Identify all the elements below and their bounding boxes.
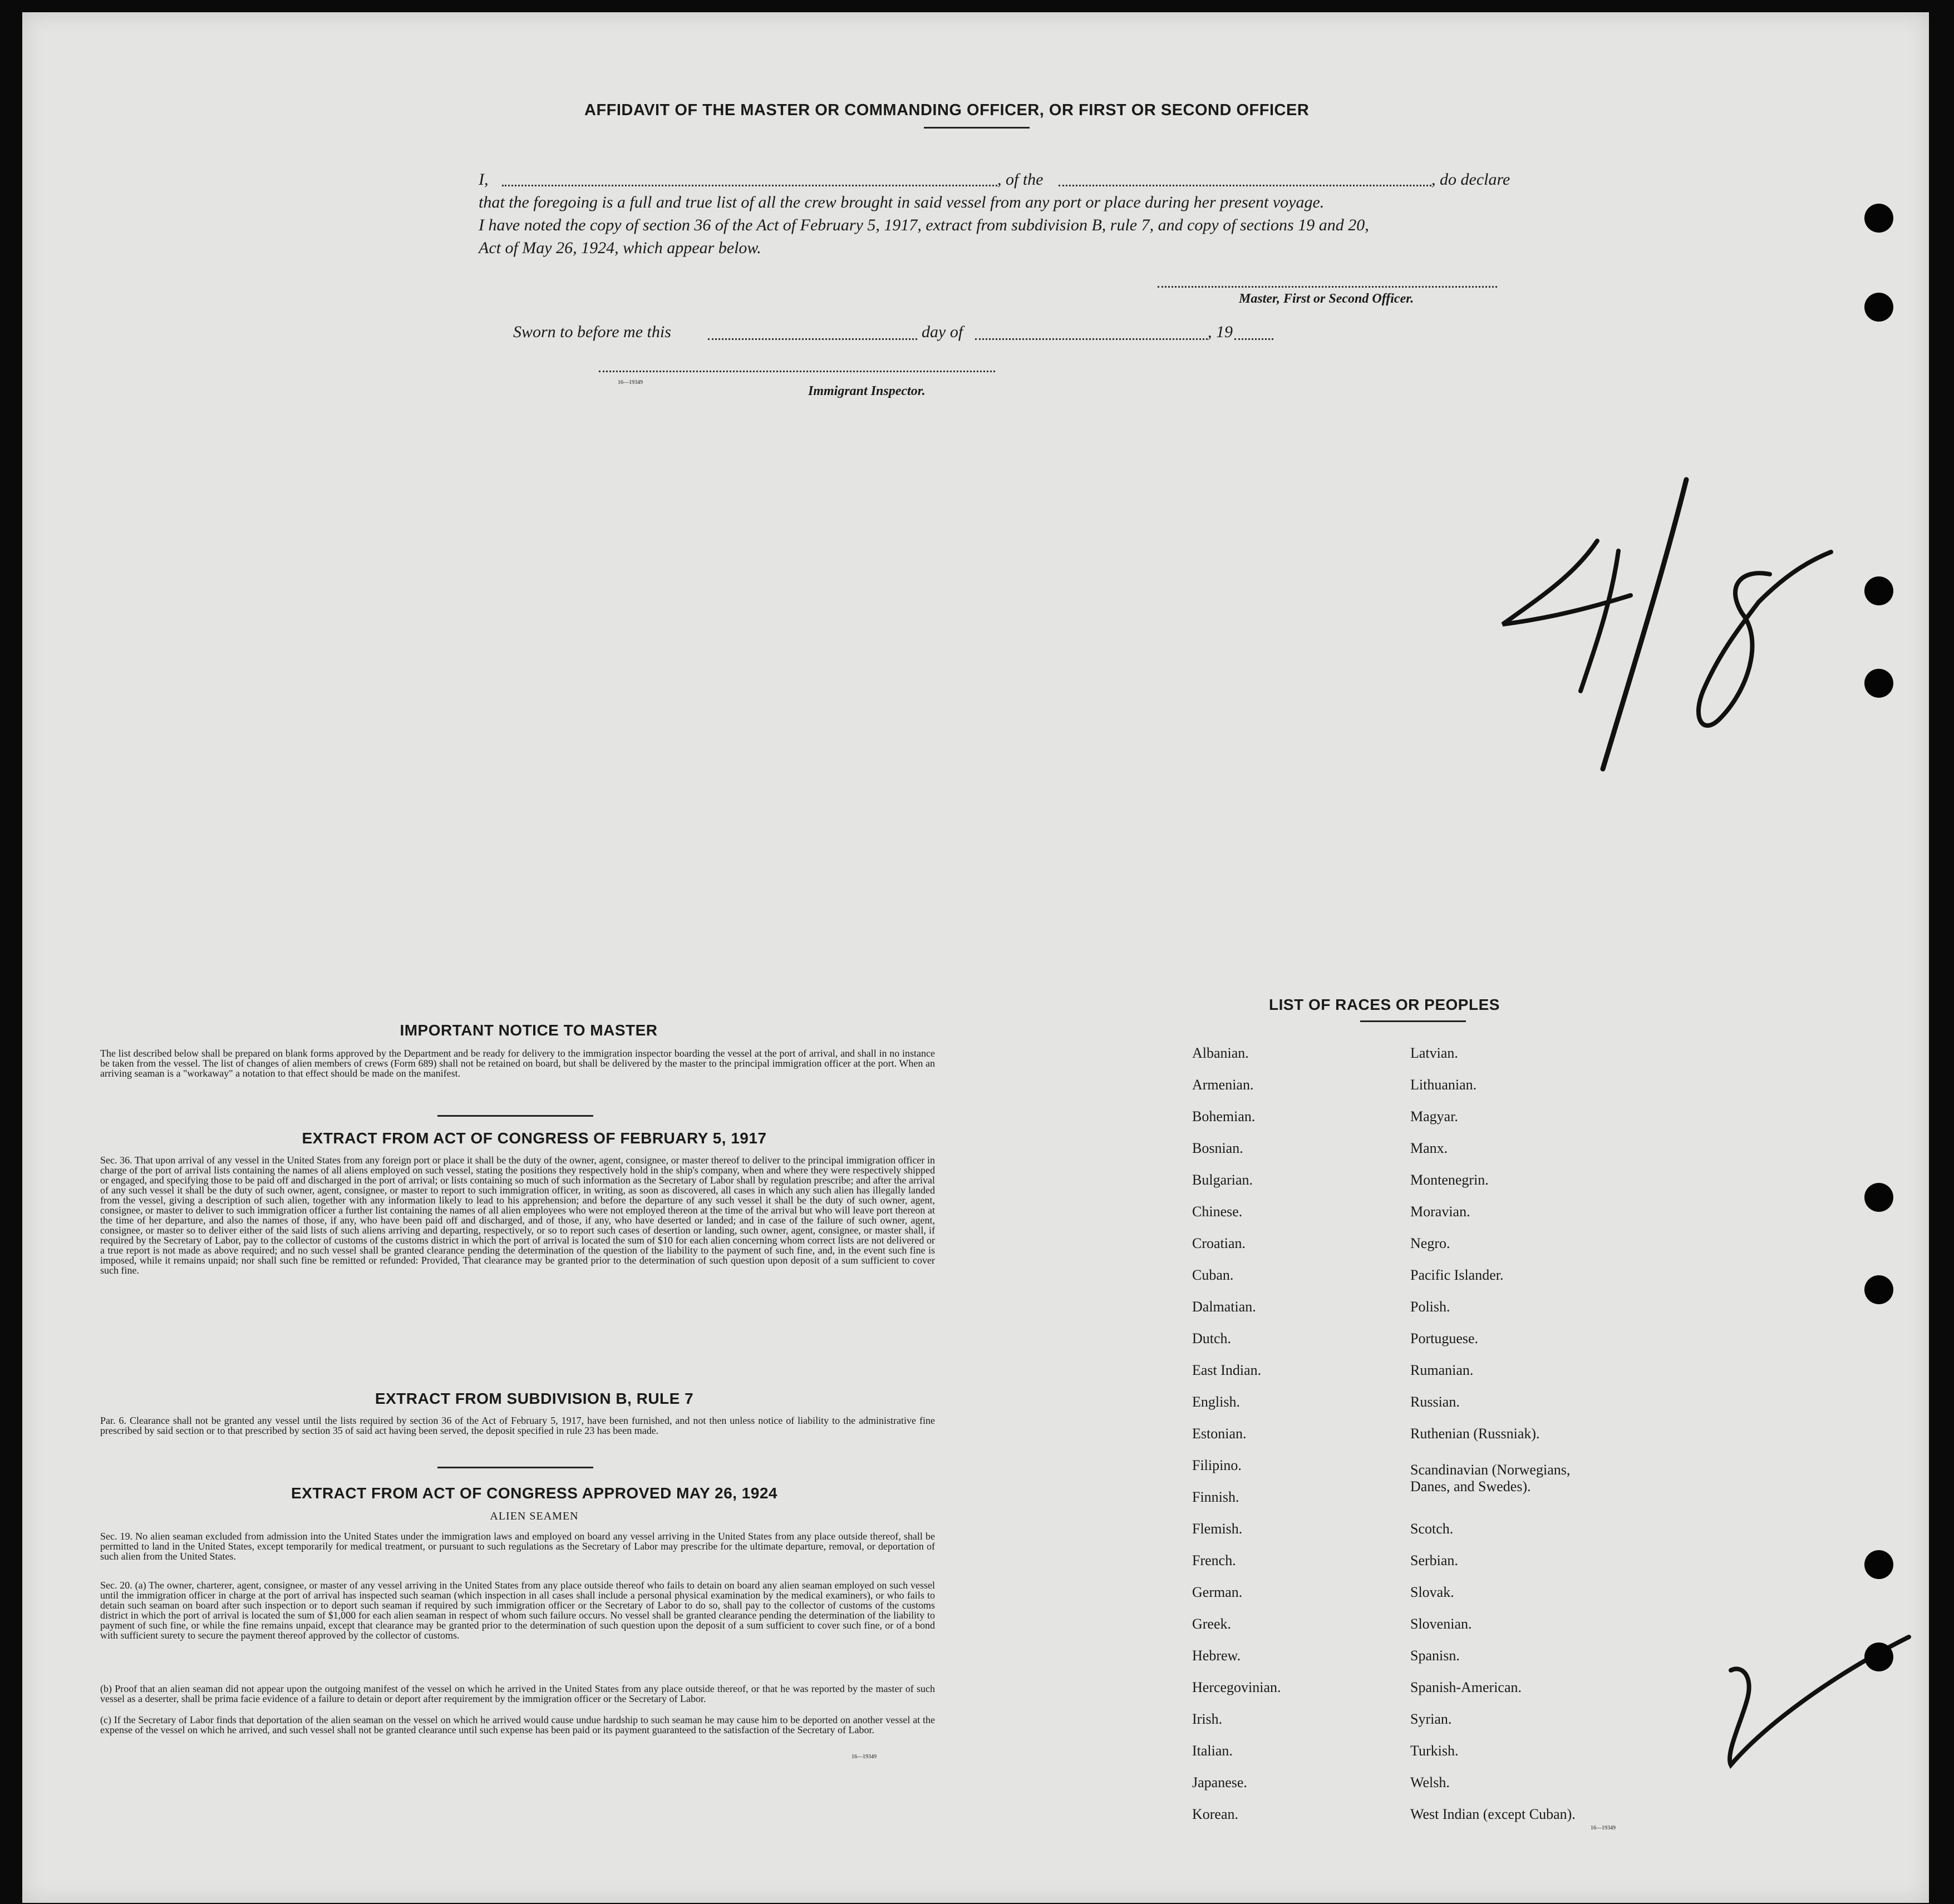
race-item: Latvian. <box>1410 1045 1458 1061</box>
race-item: Greek. <box>1192 1616 1232 1632</box>
affidavit-line-2: that the foregoing is a full and true list of all the crew brought in said vessel from any port or place during her present voyage. <box>479 193 1325 211</box>
race-item: Manx. <box>1410 1140 1448 1156</box>
form-number: 16—19349 <box>852 1754 877 1760</box>
race-item: Negro. <box>1410 1235 1450 1251</box>
affidavit-line-4: Act of May 26, 1924, which appear below. <box>479 239 761 257</box>
race-item: Ruthenian (Russniak). <box>1410 1425 1540 1442</box>
sec-20c-text: (c) If the Secretary of Labor finds that deportation of the alien seaman on the vessel on which he arrived would cause undue hardship to such seaman he may cause him to be deported on another vessel at the expense of the vessel on which he arrived, and such vessel shall not be granted clearance until such expense has been paid or its payment guaranteed to the satisfaction of the Secretary of Labor. <box>100 1714 935 1735</box>
race-item: Welsh. <box>1410 1774 1450 1790</box>
inspector-signature-line[interactable] <box>599 368 995 372</box>
race-item: Serbian. <box>1410 1552 1458 1568</box>
divider <box>437 1115 593 1117</box>
race-item: Irish. <box>1192 1711 1223 1727</box>
race-item: Albanian. <box>1192 1045 1249 1061</box>
race-item: West Indian (except Cuban). <box>1410 1806 1576 1822</box>
punch-hole <box>1864 576 1893 605</box>
race-item: Bosnian. <box>1192 1140 1243 1156</box>
extract-1917-title: EXTRACT FROM ACT OF CONGRESS OF FEBRUARY 5, 1917 <box>302 1129 767 1147</box>
day-of-label: day of <box>922 323 963 341</box>
race-item: French. <box>1192 1552 1236 1568</box>
sec-20b-text: (b) Proof that an alien seaman did not appear upon the outgoing manifest of the vessel on which he arrived in the United States from any place outside thereof, or that he was reported by the master of such vessel as a deserter, shall be prima facie evidence of a failure to detain or deport after requirement by the immigration officer or the Secretary of Labor. <box>100 1683 935 1704</box>
notice-title: IMPORTANT NOTICE TO MASTER <box>400 1022 658 1039</box>
race-item: Scandinavian (Norwegians, Danes, and Swedes). <box>1410 1462 1571 1494</box>
do-declare-label: , do declare <box>1431 170 1510 189</box>
affidavit-i-label: I, <box>479 170 489 189</box>
race-item: Hercegovinian. <box>1192 1679 1281 1695</box>
race-item: Bulgarian. <box>1192 1172 1253 1188</box>
race-item: Finnish. <box>1192 1489 1239 1505</box>
race-item: Scotch. <box>1410 1521 1454 1537</box>
race-item: Montenegrin. <box>1410 1172 1489 1188</box>
races-title: LIST OF RACES OR PEOPLES <box>1269 996 1500 1013</box>
race-item: English. <box>1192 1394 1240 1410</box>
race-item: Spanisn. <box>1410 1647 1460 1664</box>
punch-hole <box>1864 669 1893 698</box>
extract-1924-subtitle: ALIEN SEAMEN <box>490 1510 579 1522</box>
race-item: East Indian. <box>1192 1362 1262 1378</box>
race-item: Hebrew. <box>1192 1647 1241 1664</box>
race-item: Korean. <box>1192 1806 1239 1822</box>
divider <box>437 1467 593 1468</box>
punch-hole <box>1864 293 1893 322</box>
race-item: Dalmatian. <box>1192 1299 1256 1315</box>
form-number: 16—19349 <box>618 379 643 386</box>
race-item: Pacific Islander. <box>1410 1267 1504 1283</box>
inspector-label: Immigrant Inspector. <box>808 384 926 398</box>
race-item: Moravian. <box>1410 1203 1470 1220</box>
master-label: Master, First or Second Officer. <box>1239 292 1414 306</box>
race-item: Rumanian. <box>1410 1362 1474 1378</box>
race-item: Lithuanian. <box>1410 1077 1477 1093</box>
extract-rule7-title: EXTRACT FROM SUBDIVISION B, RULE 7 <box>375 1390 694 1407</box>
vessel-blank[interactable] <box>1059 170 1431 186</box>
punch-hole <box>1864 204 1893 233</box>
race-item: Filipino. <box>1192 1457 1242 1473</box>
race-item: Croatian. <box>1192 1235 1246 1251</box>
race-item: Portuguese. <box>1410 1330 1479 1346</box>
races-title-underline <box>1360 1020 1466 1022</box>
sworn-label: Sworn to before me this <box>513 323 671 341</box>
day-blank[interactable] <box>708 324 917 340</box>
affidavit-title: AFFIDAVIT OF THE MASTER OR COMMANDING OFFICER, OR FIRST OR SECOND OFFICER <box>584 101 1310 119</box>
handwritten-checkmark <box>1709 1626 1931 1776</box>
extract-1917-body: Sec. 36. That upon arrival of any vessel in the United States from any foreign port or place it shall be the duty of the owner, agent, consignee, or master thereof to deliver to the principal immigration officer in charge of the port of arrival lists containing the names of all aliens employed on such vessel, stating the positions they respectively hold in the ship's company, when and where they were respectively shipped or engaged, and specifying those to be paid off and discharged in the port of arrival; or lists containing so much of such information as the Secretary of Labor shall by regulation prescribe; and after the arrival of any such vessel it shall be the duty of such owner, agent, consignee, or master to report to such immigration officer, in writing, as soon as discovered, all cases in which any such alien has illegally landed from the vessel, giving a description of such alien, together with any information likely to lead to his apprehension; and before the departure of any such vessel it shall be the duty of such owner, agent, consignee, or master to deliver to such immigration officer a further list containing the names of all alien employees who were not employed thereon at the time of the arrival but who will leave port thereon at the time of her departure, and also the names of those, if any, who have been paid off and discharged, and of those, if any, who have deserted or landed; and in case of the failure of such owner, agent, consignee, or master so to deliver either of the said lists of such aliens arriving and departing, respectively, or so to report such cases of desertion or landing, such owner, agent, consignee, or master shall, if required by the Secretary of Labor, pay to the collector of customs of the customs district in which the port of arrival is located the sum of $10 for each alien concerning whom correct lists are not delivered or a true report is not made as above required; and no such vessel shall be granted clearance pending the determination of the question of the liability to the payment of such fine, and, in the event such fine is imposed, while it remains unpaid; nor shall such fine be remitted or refunded: Provided, That clearance may be granted prior to the determination of such question upon deposit of a sum sufficient to cover such fine. <box>100 1155 935 1276</box>
race-item: Japanese. <box>1192 1774 1247 1790</box>
punch-hole <box>1864 1550 1893 1579</box>
handwritten-number <box>1480 457 1870 775</box>
race-item: Cuban. <box>1192 1267 1234 1283</box>
name-blank[interactable] <box>502 170 997 186</box>
sec-19-text: Sec. 19. No alien seaman excluded from admission into the United States under the immigration laws and employed on board any vessel arriving in the United States from any place outside thereof, shall be permitted to land in the United States, except temporarily for medical treatment, or pursuant to such regulations as the Secretary of Labor may prescribe for the ultimate departure, removal, or deportation of such alien from the United States. <box>100 1531 935 1562</box>
race-item: Spanish-American. <box>1410 1679 1522 1695</box>
race-item: Slovak. <box>1410 1584 1454 1600</box>
sec-20a-text: Sec. 20. (a) The owner, charterer, agent, consignee, or master of any vessel arriving in the United States from any place outside thereof who fails to detain on board any alien seaman employed on such vessel until the immigration officer in charge at the port of arrival has inspected such seaman (which inspection in all cases shall include a personal physical examination by the medical examiners), or who fails to detain such seaman on board after such inspection or to deport such seaman if required by such immigration officer or the Secretary of Labor to do so, shall pay to the collector of customs of the customs district in which the port of arrival is located the sum of $1,000 for each alien seaman in respect of whom such failure occurs. No vessel shall be granted clearance pending the determination of the liability to payment of such fine, or while the fine remains unpaid, except that clearance may be granted prior to the determination of such question upon the deposit of a sum sufficient to cover such fine, or of a bond with sufficient surety to secure the payment thereof approved by the collector of customs. <box>100 1580 935 1641</box>
race-item: Chinese. <box>1192 1203 1243 1220</box>
master-signature-line[interactable] <box>1158 284 1497 288</box>
race-item: Syrian. <box>1410 1711 1452 1727</box>
race-item: Bohemian. <box>1192 1108 1256 1124</box>
affidavit-line-3: I have noted the copy of section 36 of the Act of February 5, 1917, extract from subdivision B, rule 7, and copy of sections 19 and 20, <box>479 216 1369 234</box>
punch-hole <box>1864 1275 1893 1304</box>
of-the-label: , of the <box>997 170 1044 189</box>
race-item: Italian. <box>1192 1743 1233 1759</box>
extract-1924-title: EXTRACT FROM ACT OF CONGRESS APPROVED MAY 26, 1924 <box>291 1484 777 1502</box>
race-item: Armenian. <box>1192 1077 1254 1093</box>
punch-hole <box>1864 1642 1893 1671</box>
notice-body: The list described below shall be prepared on blank forms approved by the Department and be ready for delivery to the immigration inspector boarding the vessel at the port of arrival, and shall in no instance be taken from the vessel. The list of changes of alien members of crews (Form 689) shall not be retained on board, but shall be delivered by the master to the principal immigration officer at the port. When an arriving seaman is a "workaway" a notation to that effect should be made on the manifest. <box>100 1048 935 1079</box>
title-underline <box>924 127 1030 129</box>
year-label: , 19 <box>1208 323 1233 341</box>
race-item: Turkish. <box>1410 1743 1459 1759</box>
race-item: Polish. <box>1410 1299 1450 1315</box>
race-item: Russian. <box>1410 1394 1460 1410</box>
race-item: Slovenian. <box>1410 1616 1472 1632</box>
year-blank[interactable] <box>1234 324 1273 340</box>
race-item: Magyar. <box>1410 1108 1458 1124</box>
extract-rule7-body: Par. 6. Clearance shall not be granted any vessel until the lists required by section 36 of the Act of February 5, 1917, have been furnished, and not then unless notice of liability to the administrative fine prescribed by said section or to that prescribed by section 35 of said act having been served, the deposit specified in rule 23 has been made. <box>100 1415 935 1436</box>
form-number: 16—19349 <box>1591 1825 1616 1831</box>
race-item: Flemish. <box>1192 1521 1243 1537</box>
race-item: Estonian. <box>1192 1425 1247 1442</box>
document-page <box>22 12 1929 1903</box>
race-item: Dutch. <box>1192 1330 1232 1346</box>
punch-hole <box>1864 1183 1893 1212</box>
race-item: German. <box>1192 1584 1243 1600</box>
month-blank[interactable] <box>975 324 1208 340</box>
